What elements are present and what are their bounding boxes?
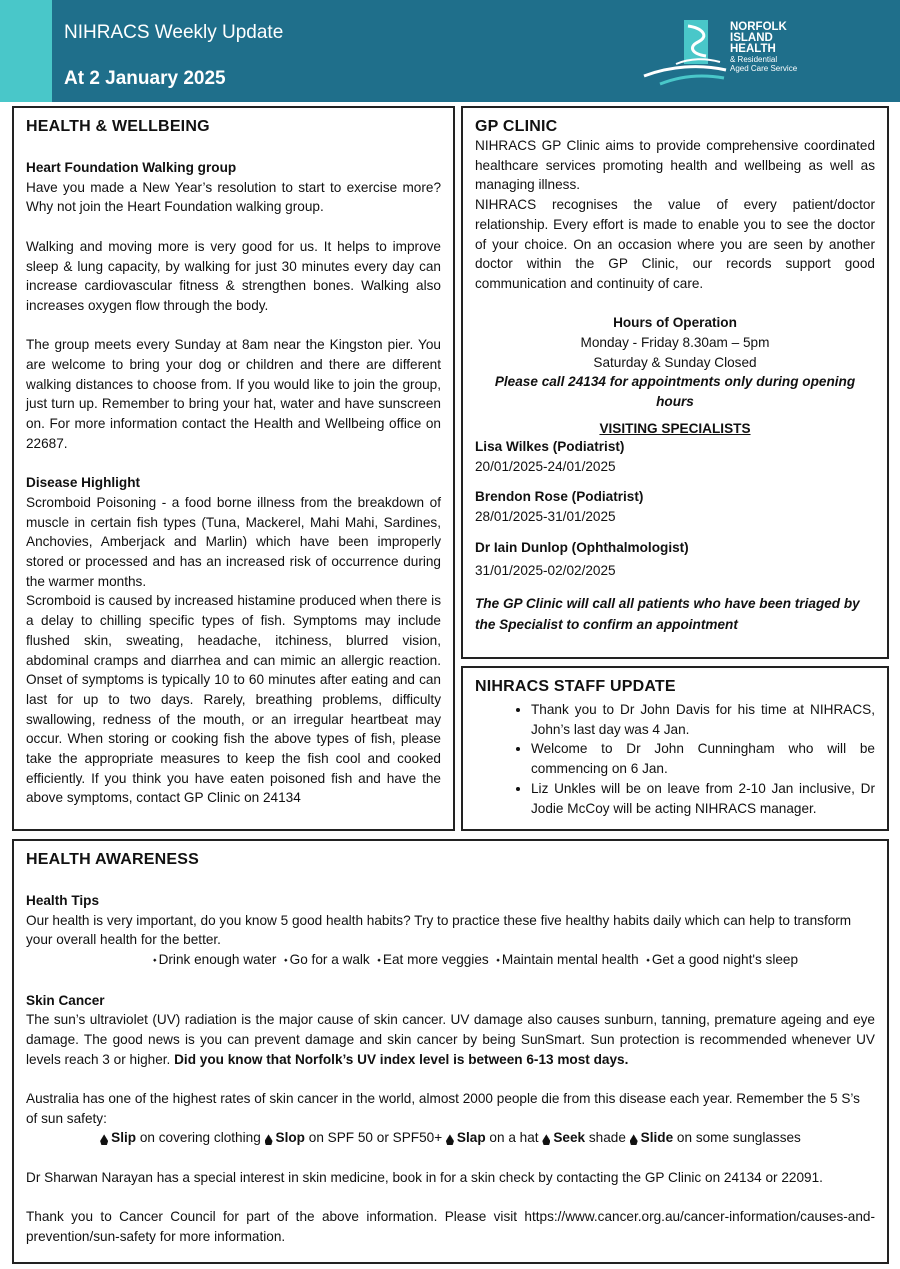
specialist-dates: 28/01/2025-31/01/2025 (475, 508, 616, 524)
hours-weekend: Saturday & Sunday Closed (593, 354, 757, 370)
drop-icon (446, 1134, 454, 1145)
habit-bullet-icon: ⬩ (377, 955, 381, 967)
staff-item: • Liz Unkles will be on leave from 2-10 Jan inclusive, Dr Jodie McCoy will be acting NIHRACS manager. (531, 779, 875, 818)
newsletter-date: At 2 January 2025 (64, 68, 226, 89)
specialist-name: Dr Iain Dunlop (Ophthalmologist) (475, 539, 689, 555)
sun-safety-keyword: Slop (275, 1130, 305, 1146)
sun-safety-row (26, 1128, 875, 1148)
specialist-dates: 31/01/2025-02/02/2025 (475, 563, 616, 579)
section-title: NIHRACS STAFF UPDATE (475, 678, 676, 695)
habit-item: Go for a walk (289, 952, 370, 968)
sun-safety-text: on a hat (485, 1130, 543, 1146)
sun-safety-keyword: Slap (456, 1130, 486, 1146)
specialist-item (475, 437, 875, 476)
sun-safety-keyword: Slide (640, 1130, 674, 1146)
staff-list (475, 700, 875, 818)
skin-cancer-heading: Skin Cancer (26, 992, 105, 1008)
sun-safety-text: on some sunglasses (673, 1130, 801, 1146)
drop-icon (265, 1134, 273, 1145)
section-title: HEALTH & WELLBEING (26, 118, 210, 135)
wellbeing-section (12, 106, 455, 831)
skin-cancer-text: The sun’s ultraviolet (UV) radiation is the major cause of skin cancer. UV damage also causes sunburn, tanning, premature ageing and eye damage. The good news is you can prevent damage and skin cancer by being SunSmart. Sun protection is recommended whenever UV levels reach 3 or higher. (26, 1012, 875, 1067)
disease-paragraph: Scromboid Poisoning - a food borne illness from the breakdown of muscle in certain fish types (Tuna, Mackerel, Mahi Mahi, Sardines, Anchovies, Amberjack and Marlin) which have been improperly stored or processed and has an increased risk of occurrence during the warmer months. (26, 494, 441, 589)
acknowledgement-paragraph: Thank you to Cancer Council for part of the above information. Please visit https://www.cancer.org.au/cancer-information/causes-and-prevention/sun-safety for more information. (26, 1209, 875, 1244)
habits-row (26, 950, 875, 971)
specialist-item (475, 538, 875, 581)
walking-heading: Heart Foundation Walking group (26, 160, 237, 175)
staff-update-section (461, 666, 889, 831)
sun-safety-text: on covering clothing (136, 1130, 265, 1146)
hours-heading: Hours of Operation (613, 315, 737, 331)
disease-paragraph: Scromboid is caused by increased histamine produced when there is a delay to chilling specific types of fish. Symptoms may include flushed skin, sweating, headache, itchiness, blurred vision, abdominal cramps and diarrhea and can mimic an allergic reaction. Onset of symptoms is typically 10 to 60 minutes after eating and can last for up to two days. Rarely, breathing problems, difficulty swallowing, redness of the mouth, or an irregular heartbeat may occur. When storing or cooking fish the above types of fish, please take the appropriate measures to keep the fish cool and cooked efficiently. If you think you have eaten poisoned fish and have the above symptoms, contact GP Clinic on 24134 (26, 593, 441, 806)
drop-icon (542, 1134, 550, 1145)
habit-bullet-icon: ⬩ (284, 955, 288, 967)
newsletter-title: NIHRACS Weekly Update (64, 22, 284, 43)
gp-paragraph: NIHRACS GP Clinic aims to provide comprehensive coordinated healthcare services promoting health and wellbeing as well as managing illness. (475, 138, 875, 193)
habit-item: Get a good night's sleep (651, 952, 799, 968)
drop-icon (630, 1134, 638, 1145)
habit-item: Drink enough water (158, 952, 277, 968)
health-tips-paragraph: Our health is very important, do you know 5 good health habits? Try to practice these five healthy habits daily which can help to transform your overall health for the better. (26, 912, 852, 948)
habit-item: Maintain mental health (501, 952, 639, 968)
gp-paragraph: NIHRACS recognises the value of every patient/doctor relationship. Every effort is made to enable you to see the doctor of your choice. On an occasion where you are seen by another doctor within the GP Clinic, our records support good communication and continuity of care. (475, 197, 875, 291)
logo-wordmark (730, 22, 797, 73)
logo-line: Aged Care Service (730, 64, 798, 73)
header-accent-bar (0, 0, 52, 102)
sun-safety-keyword: Slip (111, 1130, 137, 1146)
logo-line: HEALTH (730, 43, 776, 55)
sun-safety-keyword: Seek (553, 1130, 586, 1146)
logo-line: ISLAND (730, 32, 773, 44)
section-title: HEALTH AWARENESS (26, 851, 199, 868)
gp-clinic-section (461, 106, 889, 659)
logo-line: NORFOLK (730, 21, 787, 33)
sun-safety-text: shade (585, 1130, 630, 1146)
hours-weekday: Monday - Friday 8.30am – 5pm (580, 335, 770, 351)
skin-cancer-paragraph: Australia has one of the highest rates of skin cancer in the world, almost 2000 people die from this disease each year. Remember the 5 S’s of sun safety: (26, 1091, 860, 1126)
drop-icon (100, 1134, 108, 1145)
health-tips-heading: Health Tips (26, 893, 100, 908)
skin-check-paragraph: Dr Sharwan Narayan has a special interest in skin medicine, book in for a skin check by contacting the GP Clinic on 24134 or 22091. (26, 1169, 823, 1185)
skin-cancer-paragraph (26, 1010, 875, 1069)
specialist-dates: 20/01/2025-24/01/2025 (475, 458, 616, 474)
disease-heading: Disease Highlight (26, 475, 141, 491)
specialist-name: Brendon Rose (Podiatrist) (475, 489, 644, 505)
habit-bullet-icon: ⬩ (496, 955, 500, 967)
logo-line: & Residential (730, 55, 778, 64)
habit-bullet-icon: ⬩ (646, 955, 650, 967)
sun-safety-text: on SPF 50 or SPF50+ (304, 1130, 446, 1146)
specialist-item (475, 487, 875, 526)
habit-item: Eat more veggies (382, 952, 489, 968)
staff-item: • Welcome to Dr John Cunningham who will be commencing on 6 Jan. (531, 739, 875, 778)
walking-paragraph: The group meets every Sunday at 8am near the Kingston pier. You are welcome to bring your dog or children and there are different walking distances to choose from. If you would like to join the group, just turn up. Remember to bring your hat, water and have sunscreen on. For more information contact the Health and Wellbeing office on 22687. (26, 337, 441, 451)
header-banner (0, 0, 900, 102)
uv-index-fact: Did you know that Norfolk’s UV index level is between 6-13 most days. (174, 1051, 629, 1067)
gp-closing-note: The GP Clinic will call all patients who have been triaged by the Specialist to confirm an appointment (475, 596, 860, 633)
specialist-name: Lisa Wilkes (Podiatrist) (475, 438, 625, 454)
hours-note: Please call 24134 for appointments only during opening hours (494, 374, 856, 410)
staff-item: • Thank you to Dr John Davis for his time at NIHRACS, John’s last day was 4 Jan. (531, 700, 875, 739)
specialists-heading: VISITING SPECIALISTS (599, 420, 751, 436)
walking-paragraph: Walking and moving more is very good for us. It helps to improve sleep & lung capacity, by walking for just 30 minutes every day can increase cardiovascular fitness & strengthen bones. Walking also increases oxygen flow through the body. (26, 238, 441, 313)
walking-paragraph: Have you made a New Year’s resolution to start to exercise more? Why not join the Heart Foundation walking group. (26, 179, 441, 215)
section-title: GP CLINIC (475, 118, 558, 135)
health-awareness-section (12, 839, 889, 1264)
habit-bullet-icon: ⬩ (152, 955, 157, 967)
